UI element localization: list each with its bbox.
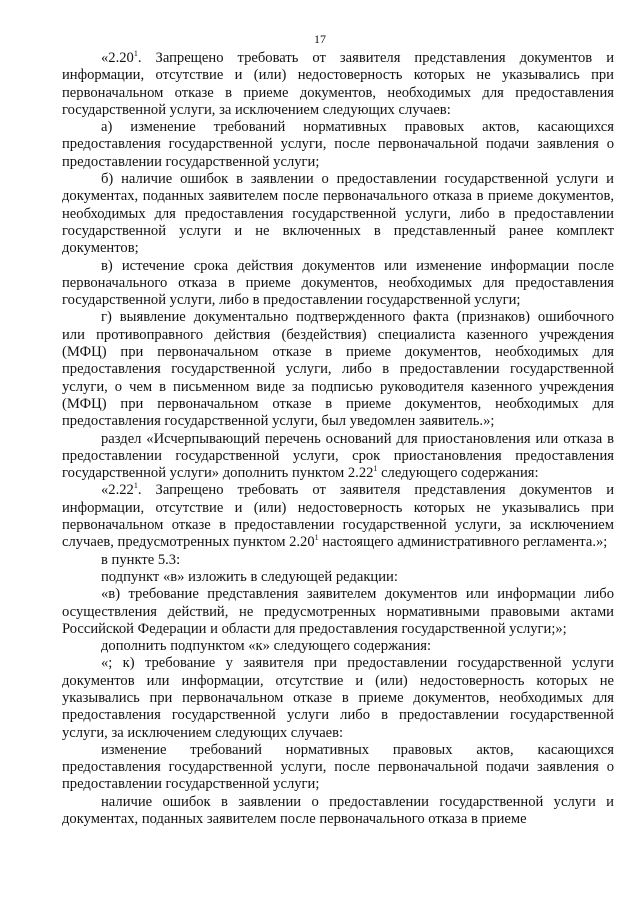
paragraph-point-5-3: в пункте 5.3: — [101, 551, 181, 568]
paragraph-item-v: в) истечение срока действия документов или изменение информации после первоначального отказа в приеме документов, необходимых для предоставления государственной услуги, либо в предоставлении государственной услуги; — [62, 257, 614, 309]
document-body — [62, 50, 614, 828]
paragraph-item-a: а) изменение требований нормативных правовых актов, касающихся предоставления государственной услуги, после первоначальной подачи заявления о предоставлении государственной услуги; — [62, 119, 614, 170]
paragraph-subpoint-k-intro: дополнить подпунктом «к» следующего содержания: — [101, 638, 432, 655]
paragraph-item-b: б) наличие ошибок в заявлении о предоставлении государственной услуги и документах, поданных заявителем после первоначального отказа в приеме документов, необходимых для предоставления государственной услуги, либо в предоставлении государственной услуги и не включенных в представленный ранее комплект документов; — [62, 171, 614, 257]
paragraph-subpoint-v-text: «в) требование представления заявителем документов или информации либо осуществления действий, не предусмотренных нормативными правовыми актами Российской Федерации и области для предоставления государственной услуги;»; — [62, 586, 614, 637]
paragraph-2-20-1: «2.20$^1$. Запрещено требовать от заявителя представления документов и информации, отсутствие и (или) недостоверность которых не указывались при первоначальном отказе в приеме документов, необходимых для предоставления государственной услуги, за исключением следующих случаев: — [62, 49, 614, 118]
paragraph-item-g: г) выявление документально подтвержденного факта (признаков) ошибочного или противоправного действия (бездействия) специалиста казенного учреждения (МФЦ) при первоначальном отказе в приеме документов, необходимых для предоставления государственной услуги, либо в предоставлении государственной услуги, о чем в письменном виде за подписью руководителя казенного учреждения (МФЦ) при первоначальном отказе в приеме документов, необходимых для предоставления государственной услуги, был уведомлен заявитель.»; — [62, 309, 614, 430]
paragraph-2-22-1: «2.22$^1$. Запрещено требовать от заявителя представления документов и информации, отсутствие и (или) недостоверность которых не указывались при первоначальном отказе в предоставлении государственной услуги, за исключением случаев, предусмотренных пунктом 2.20$^1$ настоящего административного регламента.»; — [62, 481, 614, 551]
paragraph-subpoint-v-intro: подпункт «в» изложить в следующей редакции: — [101, 568, 398, 585]
paragraph-case-change: изменение требований нормативных правовых актов, касающихся предоставления государственной услуги, после первоначальной подачи заявления о предоставлении государственной услуги; — [62, 741, 614, 793]
page-number: 17 — [314, 32, 326, 46]
paragraph-section-supplement: раздел «Исчерпывающий перечень оснований для приостановления или отказа в предоставлении государственной услуги, срок приостановления предоставления государственной услуги» дополнить пунктом 2.22$^1$ следующего содержания: — [62, 430, 614, 482]
paragraph-case-errors: наличие ошибок в заявлении о предоставлении государственной услуги и документах, поданных заявителем после первоначального отказа в приеме — [62, 793, 614, 828]
paragraph-subpoint-k-text: «; к) требование у заявителя при предоставлении государственной услуги документов или информации, отсутствие и (или) недостоверность которых не указывались при первоначальном отказе в приеме документов, необходимых для предоставления государственной услуги либо в предоставлении государственной услуги, за исключением следующих случаев: — [62, 655, 614, 741]
